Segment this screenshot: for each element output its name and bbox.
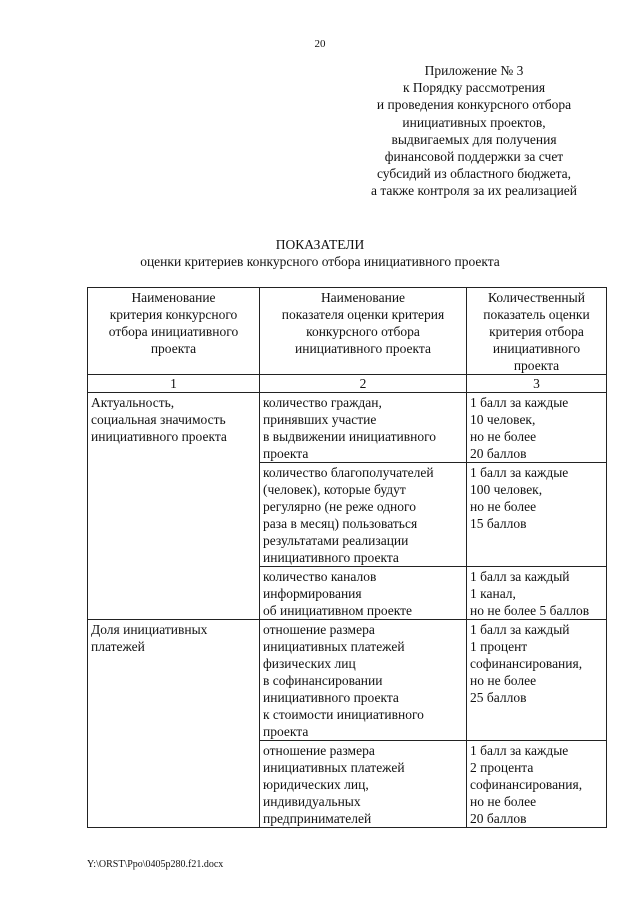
header-indicator xyxy=(260,288,467,375)
indicator-cell xyxy=(260,463,467,567)
header-line: критерия отбора xyxy=(489,324,584,339)
indicator-cell xyxy=(260,393,467,463)
title-line-2: оценки критериев конкурсного отбора инициативного проекта xyxy=(140,254,500,269)
score-line: но не более xyxy=(470,429,537,444)
score-cell xyxy=(467,463,607,567)
indicator-line: юридических лиц, xyxy=(263,777,369,792)
score-line: 1 балл за каждые xyxy=(470,743,569,758)
indicator-line: отношение размера xyxy=(263,743,375,758)
criterion-cell xyxy=(88,393,260,620)
header-line: показателя оценки критерия xyxy=(281,307,445,322)
header-line: проекта xyxy=(150,341,197,356)
score-line: 100 человек, xyxy=(470,482,543,497)
score-line: но не более 5 баллов xyxy=(470,603,590,618)
indicator-line: результатами реализации xyxy=(263,533,409,548)
indicator-line: физических лиц xyxy=(263,656,356,671)
indicator-line: количество граждан, xyxy=(263,395,382,410)
file-path-footer: Y:\ORST\Ppo\0405p280.f21.docx xyxy=(87,859,224,870)
indicator-line: в выдвижении инициативного xyxy=(263,429,437,444)
header-line: инициативного проекта xyxy=(295,341,431,356)
score-line: 20 баллов xyxy=(470,446,527,461)
indicator-line: об инициативном проекте xyxy=(263,603,413,618)
appendix-heading xyxy=(344,62,604,200)
table-row xyxy=(88,393,607,463)
table-row xyxy=(88,620,607,741)
appendix-line: финансовой поддержки за счет xyxy=(384,149,564,165)
score-line: 1 балл за каждый xyxy=(470,569,570,584)
header-line: отбора инициативного xyxy=(108,324,239,339)
indicator-line: к стоимости инициативного xyxy=(263,707,424,722)
column-number: 3 xyxy=(467,375,607,393)
score-line: 10 человек, xyxy=(470,412,536,427)
header-score xyxy=(467,288,607,375)
header-line: Наименование xyxy=(131,290,216,305)
header-line: Количественный xyxy=(488,290,585,305)
score-line: 1 балл за каждый xyxy=(470,622,570,637)
criterion-line: социальная значимость xyxy=(91,412,226,427)
header-criterion xyxy=(88,288,260,375)
appendix-line: Приложение № 3 xyxy=(424,63,524,78)
header-line: конкурсного отбора xyxy=(306,324,420,339)
score-line: 25 баллов xyxy=(470,690,527,705)
title-line-1: ПОКАЗАТЕЛИ xyxy=(275,237,365,252)
score-line: но не более xyxy=(470,499,537,514)
indicator-line: инициативных платежей xyxy=(263,760,405,775)
page-number: 20 xyxy=(314,38,326,50)
column-number: 1 xyxy=(88,375,260,393)
indicator-line: инициативного проекта xyxy=(263,550,399,565)
criterion-line: Доля инициативных xyxy=(91,622,208,637)
indicator-line: инициативных платежей xyxy=(263,639,405,654)
indicator-line: инициативного проекта xyxy=(263,690,399,705)
criterion-line: инициативного проекта xyxy=(91,429,227,444)
appendix-line: а также контроля за их реализацией xyxy=(370,183,578,199)
appendix-line: к Порядку рассмотрения xyxy=(402,80,546,96)
indicator-line: информирования xyxy=(263,586,362,601)
score-line: 15 баллов xyxy=(470,516,527,531)
criteria-table xyxy=(87,287,607,828)
indicator-line: проекта xyxy=(263,724,309,739)
indicator-line: раза в месяц) пользоваться xyxy=(263,516,418,531)
score-cell xyxy=(467,620,607,741)
score-cell xyxy=(467,567,607,620)
appendix-line: инициативных проектов, xyxy=(402,114,546,130)
header-line: Наименование xyxy=(320,290,406,305)
indicator-line: регулярно (не реже одного xyxy=(263,499,416,514)
column-number: 2 xyxy=(260,375,467,393)
score-line: 1 процент xyxy=(470,639,528,654)
header-line: инициативного xyxy=(492,341,581,356)
score-line: софинансирования, xyxy=(470,656,583,671)
criterion-line: Актуальность, xyxy=(91,395,175,410)
header-line: проекта xyxy=(513,358,560,373)
header-line: показатель оценки xyxy=(483,307,590,322)
score-line: 1 канал, xyxy=(470,586,516,601)
document-title xyxy=(0,236,640,270)
score-cell xyxy=(467,393,607,463)
score-line: 1 балл за каждые xyxy=(470,395,569,410)
indicator-line: отношение размера xyxy=(263,622,375,637)
indicator-line: индивидуальных xyxy=(263,794,361,809)
score-cell xyxy=(467,741,607,828)
appendix-line: выдвигаемых для получения xyxy=(391,131,557,147)
indicator-line: в софинансировании xyxy=(263,673,383,688)
criterion-line: платежей xyxy=(91,639,145,654)
score-line: 1 балл за каждые xyxy=(470,465,569,480)
score-line: 2 процента xyxy=(470,760,534,775)
score-line: софинансирования, xyxy=(470,777,583,792)
indicator-line: принявших участие xyxy=(263,412,377,427)
indicator-cell xyxy=(260,741,467,828)
appendix-line: субсидий из областного бюджета, xyxy=(376,166,571,182)
criterion-cell xyxy=(88,620,260,828)
column-number-row xyxy=(88,375,607,393)
indicator-cell xyxy=(260,620,467,741)
score-line: но не более xyxy=(470,673,537,688)
appendix-line: и проведения конкурсного отбора xyxy=(376,97,572,113)
indicator-line: (человек), которые будут xyxy=(263,482,406,497)
score-line: 20 баллов xyxy=(470,811,527,826)
header-line: критерия конкурсного xyxy=(109,307,238,322)
indicator-line: количество каналов xyxy=(263,569,377,584)
indicator-line: проекта xyxy=(263,446,309,461)
indicator-cell xyxy=(260,567,467,620)
table-header-row xyxy=(88,288,607,375)
indicator-line: предпринимателей xyxy=(263,811,372,826)
indicator-line: количество благополучателей xyxy=(263,465,434,480)
score-line: но не более xyxy=(470,794,537,809)
